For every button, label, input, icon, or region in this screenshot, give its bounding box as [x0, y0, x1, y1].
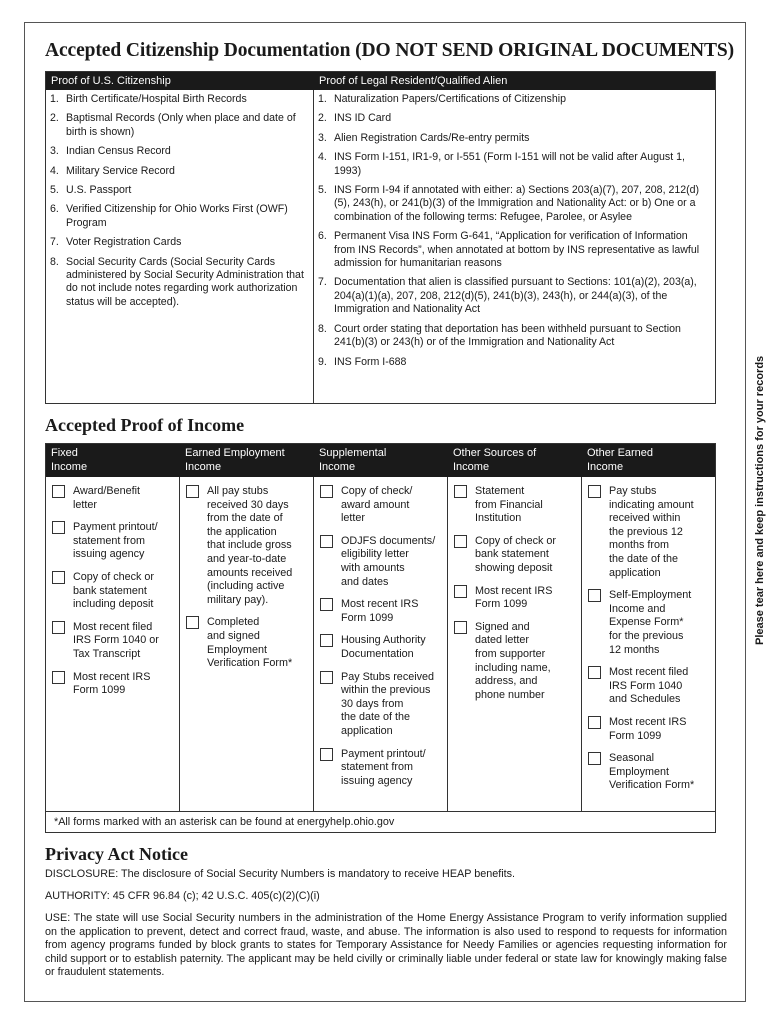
checkbox-item — [588, 716, 711, 743]
list-item-text: Permanent Visa INS Form G-641, “Application for verification of Information from INS Records”, when annotated at bottom by INS representative as lawful admission for humanitarian reasons — [334, 230, 700, 270]
checkbox[interactable] — [52, 671, 65, 684]
checkbox-item — [52, 485, 175, 512]
list-item-text: Documentation that alien is classified pursuant to Sections: 101(a)(2), 203(a), 204(a)(1)(a), 207, 208, 212(d)(5), 241(b)(3), 243(h), or 244(a)(3), of the Immigration and Nationality Act — [334, 276, 697, 316]
income-column-fixed — [46, 477, 180, 812]
list-item — [318, 323, 711, 350]
list-item-number: 2. — [318, 112, 327, 125]
checkbox[interactable] — [186, 485, 199, 498]
checkbox[interactable] — [588, 752, 601, 765]
checkbox-label: Statement from Financial Institution — [475, 485, 543, 525]
checkbox-item — [454, 485, 577, 526]
legal-resident-header: Proof of Legal Resident/Qualified Alien — [319, 75, 508, 87]
checkbox[interactable] — [320, 485, 333, 498]
list-item — [50, 165, 309, 178]
list-item-text: U.S. Passport — [66, 184, 132, 197]
checkbox-label: Most recent IRS Form 1099 — [609, 715, 687, 742]
checkbox[interactable] — [454, 485, 467, 498]
list-item-text: Social Security Cards (Social Security Cards administered by Social Security Administration that do not include notes regarding work authorization status will be accepted). — [66, 255, 304, 308]
list-item — [318, 151, 711, 178]
checkbox-label: Copy of check or bank statement including deposit — [73, 570, 155, 611]
checkbox-item — [186, 485, 309, 607]
privacy-disclosure: DISCLOSURE: The disclosure of Social Security Numbers is mandatory to receive HEAP benefits. — [45, 868, 516, 880]
checkbox-item — [320, 535, 443, 589]
income-column-other-sources — [448, 477, 582, 812]
checkbox-label: Copy of check or bank statement showing deposit — [475, 534, 557, 574]
list-item-text: Voter Registration Cards — [66, 236, 182, 249]
checkbox[interactable] — [320, 634, 333, 647]
checkbox-item — [186, 616, 309, 670]
privacy-title: Privacy Act Notice — [45, 844, 188, 864]
privacy-authority: AUTHORITY: 45 CFR 96.84 (c); 42 U.S.C. 405(c)(2)(C)(i) — [45, 890, 320, 902]
list-item — [318, 93, 711, 106]
checkbox-label: Pay stubs indicating amount received within the previous 12 months from the date of the application — [609, 485, 694, 579]
list-item — [318, 356, 711, 369]
checkbox-label: Seasonal Employment Verification Form* — [609, 752, 695, 792]
checkbox[interactable] — [588, 589, 601, 602]
list-item-number: 3. — [50, 145, 59, 158]
list-item — [50, 236, 309, 249]
list-item-text: Verified Citizenship for Ohio Works First (OWF) Program — [66, 203, 288, 229]
list-item — [318, 112, 711, 125]
checkbox-item — [454, 535, 577, 576]
income-header-other-earned: Other Earned Income — [587, 447, 654, 473]
privacy-use: USE: The state will use Social Security numbers in the administration of the Home Energy Assistance Program to verify information supplied on the application to prevent, detect and correct fraud, waste, and abuse. The information is also used to respond to requests for information from agency programs funded by block grants to states for Temporary Assistance for Needy Families or agencies requesting information for child support or to establish paternity. The applicant may be held civilly or criminally liable under federal or state law for knowingly making false or fraudulent statements. — [45, 912, 727, 979]
income-header-supplemental: Supplemental Income — [319, 447, 387, 473]
checkbox[interactable] — [588, 666, 601, 679]
checkbox-label: Self-Employment Income and Expense Form* for the previous 12 months — [609, 589, 692, 656]
income-table-header — [46, 444, 715, 477]
list-item — [318, 230, 711, 270]
list-item-number: 6. — [50, 203, 59, 216]
list-item-number: 4. — [318, 151, 327, 164]
list-item — [50, 256, 309, 310]
list-item — [50, 203, 309, 230]
checkbox[interactable] — [320, 535, 333, 548]
us-citizenship-list — [46, 90, 314, 403]
checkbox-label: Most recent filed IRS Form 1040 and Schedules — [609, 666, 689, 706]
list-item-text: INS Form I-688 — [334, 355, 407, 368]
checkbox[interactable] — [588, 485, 601, 498]
list-item-number: 5. — [318, 184, 327, 197]
checkbox-item — [588, 589, 711, 657]
checkbox-label: Completed and signed Employment Verification Form* — [207, 616, 293, 670]
checkbox-item — [454, 585, 577, 612]
checkbox-label: Copy of check/ award amount letter — [341, 485, 413, 525]
list-item-text: Birth Certificate/Hospital Birth Records — [66, 93, 247, 105]
checkbox-label: Most recent IRS Form 1099 — [475, 584, 553, 611]
checkbox-item — [320, 598, 443, 625]
income-column-supplemental — [314, 477, 448, 812]
checkbox-label: Most recent filed IRS Form 1040 or Tax Transcript — [73, 620, 159, 660]
list-item — [50, 93, 309, 106]
checkbox-item — [52, 571, 175, 612]
checkbox-label: Payment printout/ statement from issuing agency — [73, 521, 158, 561]
list-item — [50, 112, 309, 139]
list-item-text: Alien Registration Cards/Re-entry permits — [334, 131, 530, 144]
list-item-text: Military Service Record — [66, 164, 175, 177]
income-header-other-sources: Other Sources of Income — [453, 447, 537, 473]
list-item-number: 3. — [318, 131, 327, 144]
checkbox-item — [588, 485, 711, 580]
checkbox[interactable] — [52, 571, 65, 584]
income-header-fixed: Fixed Income — [51, 447, 88, 473]
checkbox-item — [320, 671, 443, 739]
checkbox[interactable] — [454, 585, 467, 598]
checkbox-item — [320, 634, 443, 661]
list-item — [50, 145, 309, 158]
list-item-number: 5. — [50, 184, 59, 197]
list-item-number: 6. — [318, 230, 327, 243]
list-item — [318, 132, 711, 145]
checkbox-label: Pay Stubs received within the previous 30 days from the date of the application — [341, 670, 435, 737]
list-item-number: 8. — [318, 322, 327, 335]
checkbox[interactable] — [320, 671, 333, 684]
checkbox-label: Award/Benefit letter — [73, 485, 141, 511]
checkbox[interactable] — [454, 621, 467, 634]
checkbox[interactable] — [52, 521, 65, 534]
checkbox[interactable] — [52, 621, 65, 634]
checkbox-label: Housing Authority Documentation — [341, 634, 426, 660]
list-item-number: 2. — [50, 112, 59, 125]
checkbox-item — [454, 621, 577, 703]
list-item-text: INS Form I-94 if annotated with either: a) Sections 203(a)(7), 207, 208, 212(d)(5), 243(h), or 241(b)(3) of the Immigration and Nationality Act: or b) One or a combination of the following terms: Refugee, Parolee, or Asylee — [334, 184, 700, 223]
citizenship-table-header — [46, 72, 715, 90]
list-item-text: Naturalization Papers/Certifications of Citizenship — [334, 93, 566, 105]
list-item-number: 7. — [318, 276, 327, 289]
income-title: Accepted Proof of Income — [45, 415, 245, 435]
income-footnote: *All forms marked with an asterisk can be found at energyhelp.ohio.gov — [46, 811, 715, 832]
tear-here-note: Please tear here and keep instructions for your records — [754, 355, 766, 645]
checkbox[interactable] — [588, 716, 601, 729]
checkbox-label: Signed and dated letter from supporter including name, address, and phone number — [475, 620, 551, 701]
list-item-number: 1. — [50, 93, 59, 105]
checkbox[interactable] — [320, 748, 333, 761]
checkbox-label: All pay stubs received 30 days from the date of the application that include gross and year-to-date amounts received (including active military pay). — [207, 485, 293, 606]
list-item-number: 7. — [50, 236, 59, 249]
list-item — [50, 184, 309, 197]
income-column-earned-employment — [180, 477, 314, 812]
list-item-number: 8. — [50, 255, 59, 268]
citizenship-title: Accepted Citizenship Documentation (DO NOT SEND ORIGINAL DOCUMENTS) — [45, 40, 735, 61]
checkbox-label: Most recent IRS Form 1099 — [73, 670, 151, 697]
list-item — [318, 184, 711, 224]
list-item-number: 1. — [318, 93, 327, 105]
income-header-earned-employment: Earned Employment Income — [185, 447, 285, 473]
checkbox-label: Most recent IRS Form 1099 — [341, 598, 419, 624]
income-table — [45, 443, 716, 833]
list-item-text: Court order stating that deportation has been withheld pursuant to Section 241(b)(3) or 243(h) or of the Immigration and Nationality Act — [334, 322, 681, 349]
legal-resident-list — [314, 90, 715, 403]
checkbox[interactable] — [186, 616, 199, 629]
list-item-text: Indian Census Record — [66, 145, 171, 158]
checkbox-item — [320, 485, 443, 526]
list-item-text: Baptismal Records (Only when place and date of birth is shown) — [66, 112, 296, 138]
checkbox-item — [588, 752, 711, 793]
checkbox-label: ODJFS documents/ eligibility letter with amounts and dates — [341, 534, 436, 588]
us-citizenship-header: Proof of U.S. Citizenship — [51, 75, 171, 87]
checkbox-label: Payment printout/ statement from issuing agency — [341, 747, 426, 787]
checkbox-item — [52, 521, 175, 562]
list-item — [318, 276, 711, 316]
citizenship-table — [45, 71, 716, 404]
list-item-number: 9. — [318, 355, 327, 368]
checkbox-item — [52, 671, 175, 698]
list-item-text: INS Form I-151, IR1-9, or I-551 (Form I-151 will not be valid after August 1, 1993) — [334, 151, 685, 177]
checkbox-item — [52, 621, 175, 662]
checkbox-item — [588, 666, 711, 707]
checkbox[interactable] — [320, 598, 333, 611]
list-item-number: 4. — [50, 164, 59, 177]
income-column-other-earned — [582, 477, 715, 812]
list-item-text: INS ID Card — [334, 112, 392, 125]
checkbox-item — [320, 748, 443, 789]
checkbox[interactable] — [52, 485, 65, 498]
checkbox[interactable] — [454, 535, 467, 548]
